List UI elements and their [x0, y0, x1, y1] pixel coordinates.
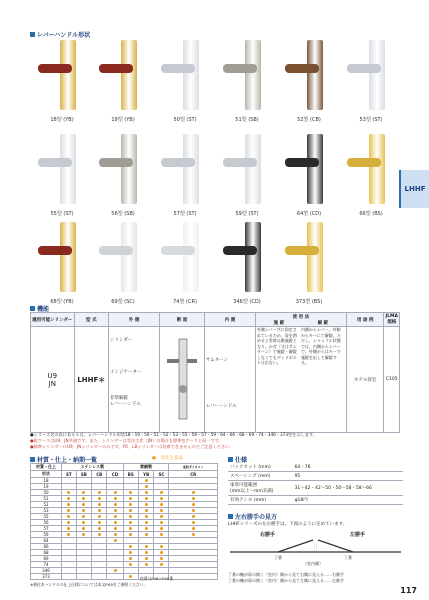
handle-lever [38, 158, 72, 167]
handle-lever [223, 64, 257, 73]
sub-unlock: 解 錠 [317, 320, 329, 326]
order-dot-icon [160, 509, 163, 512]
order-dot-icon [67, 509, 70, 512]
cylinder-cell: U9 JN [31, 327, 75, 433]
order-dot-icon [114, 521, 117, 524]
order-dot-icon [114, 491, 117, 494]
mat-shape: 56 [31, 520, 62, 526]
mat-shape: 373 [31, 574, 62, 580]
order-dot-icon [145, 515, 148, 518]
handle-lever [285, 246, 319, 255]
order-dot-icon [82, 527, 85, 530]
mat-shape: 53 [31, 508, 62, 514]
order-dot-icon [192, 515, 195, 518]
order-dot-icon [145, 503, 148, 506]
handle-item [279, 134, 339, 218]
col-jlma: JLMA規格 [385, 314, 398, 325]
function-section-title: 機能 [30, 304, 49, 313]
order-dot-icon [114, 503, 117, 506]
handle-lever [161, 64, 195, 73]
function-table [30, 312, 400, 433]
handle-item [341, 134, 401, 218]
order-dot-icon [160, 497, 163, 500]
hand-inside-label: （室内側） [303, 561, 323, 566]
mat-col-head: SC [154, 471, 169, 478]
outer-item: シリンダー [110, 338, 133, 343]
spec-value: 31〜42・42〜50・50〜58・58〜66 [293, 481, 403, 496]
order-dot-icon [145, 557, 148, 560]
order-dot-icon [67, 497, 70, 500]
handle-label: 74型 (CR) [173, 299, 197, 305]
handle-item [217, 134, 277, 218]
mat-cell [169, 574, 218, 580]
handle-plate [183, 134, 199, 204]
order-dot-icon [145, 497, 148, 500]
order-dot-icon [160, 491, 163, 494]
handle-label: 52型 (CB) [297, 117, 321, 123]
handle-label: 373型 (BS) [295, 299, 323, 305]
section-cell [160, 327, 205, 433]
spec-table [228, 463, 403, 505]
lock-desc: 外側レバー共に固定されているため、扉を閉めると常時自動施錠となり、かぎ（又はサムターン）で施錠・解錠しなくてもデッドボルトは出ない。 [256, 327, 297, 365]
order-dot-icon [67, 491, 70, 494]
order-dot-icon [192, 509, 195, 512]
spec-key: スペーシング (mm) [228, 472, 293, 481]
mat-head: 亜鉛ダイカスト [169, 464, 218, 471]
section-marker-icon [30, 457, 35, 462]
spec-value: 95 [293, 472, 403, 481]
order-dot-icon [82, 491, 85, 494]
handle-label: 56型 (SB) [111, 211, 135, 217]
mat-shape: 69 [31, 556, 62, 562]
mat-shape: 55 [31, 514, 62, 520]
col-section: 断 面 [160, 313, 205, 327]
handle-label: 57型 (ST) [173, 211, 197, 217]
mat-col-head: CD [107, 471, 123, 478]
note: ●標準シリンダーはU9、JNシリンダーのみです。FR、LBシリンダーは装着できませんのでご注意ください。 [30, 444, 234, 449]
handle-plate [60, 222, 76, 292]
order-dot-icon [145, 521, 148, 524]
outer-item: インジケーター [110, 370, 142, 375]
spec-key: 有効テンヨ (mm) [228, 496, 293, 505]
order-dot-icon [145, 563, 148, 566]
col-usage: 使 用 法 施 錠 解 錠 [255, 313, 346, 327]
mat-shape: 51 [31, 496, 62, 502]
page-number: 117 [400, 586, 417, 595]
handle-label: 346型 (CD) [233, 299, 261, 305]
mat-head: ステンレス製 [62, 464, 124, 471]
order-dot-icon [82, 533, 85, 536]
order-dot-icon [160, 521, 163, 524]
handle-label: 69型 (SC) [111, 299, 135, 305]
material-legend: ●：受注生産品 [152, 456, 183, 461]
handle-lever [285, 158, 319, 167]
order-dot-icon [129, 515, 132, 518]
sub-lock: 施 錠 [273, 320, 285, 326]
handle-plate [121, 40, 137, 110]
order-dot-icon [67, 533, 70, 536]
order-dot-icon [160, 557, 163, 560]
col-cylinder: 適用可能シリンダー [31, 313, 75, 327]
hand-door-label-right: 丁番 [274, 555, 282, 560]
order-dot-icon [114, 497, 117, 500]
order-dot-icon [145, 485, 148, 488]
mat-col-head: 形状 [31, 471, 62, 478]
order-dot-icon [129, 533, 132, 536]
handle-item [279, 40, 339, 124]
order-dot-icon [67, 515, 70, 518]
hand-door-label-left: 丁番 [344, 555, 352, 560]
order-dot-icon [145, 545, 148, 548]
handle-label: 51型 (SB) [235, 117, 259, 123]
handle-plate [121, 134, 137, 204]
section-marker-icon [228, 514, 233, 519]
handle-lever [347, 158, 381, 167]
spec-value: 64・76 [293, 463, 403, 472]
note: ●シリーズ名の次にある＊は、レバーハンドル形状18・19・50・51・52・53・55・56・57・59・64・66・68・69・74・346・373型を示します。 [30, 432, 317, 437]
order-dot-icon [82, 497, 85, 500]
order-dot-icon [82, 509, 85, 512]
inner-cell [204, 327, 255, 433]
order-dot-icon [192, 521, 195, 524]
order-dot-icon [129, 527, 132, 530]
order-dot-icon [129, 557, 132, 560]
col-outer: 外 側 [109, 313, 160, 327]
order-dot-icon [192, 491, 195, 494]
hand-section-title: 左右勝手の見方 [228, 512, 277, 521]
mat-shape: 59 [31, 532, 62, 538]
handle-lever [285, 64, 319, 73]
handle-label: 64型 (CD) [296, 211, 322, 217]
mat-shape: 19 [31, 484, 62, 490]
order-dot-icon [98, 503, 101, 506]
note: ●錠ケースはU9、JN共通です。また、シリンダーは受注生産（JN）の場合も標準色ケースと同一です。 [30, 438, 223, 443]
material-footnote2: ※強化木ハンドルの仕上仕様については本文P.65をご参照ください。 [30, 582, 148, 587]
section-marker-icon [30, 306, 35, 311]
handle-plate [307, 40, 323, 110]
usage-example-cell: ホテル客室 [346, 327, 384, 433]
order-dot-icon [114, 569, 117, 572]
hand-note: 丁番の軸が扉の開く（室内）側から見て右側に見える……右勝手 [228, 572, 344, 577]
inner-item: サムターン [205, 358, 229, 363]
hand-label-right: 右勝手 [260, 532, 276, 538]
outer-item: 非常解錠 レバーハンドル [110, 396, 142, 407]
mat-shape: 52 [31, 502, 62, 508]
spec-section-title: 仕様 [228, 455, 247, 464]
material-footnote1: 色番はF46〜F59番 [140, 576, 174, 581]
order-dot-icon [98, 497, 101, 500]
mat-cell [123, 574, 138, 580]
handle-lever [38, 64, 72, 73]
handle-label: 68型 (YB) [50, 299, 74, 305]
order-dot-icon [145, 551, 148, 554]
handle-label: 53型 (ST) [359, 117, 383, 123]
lock-section-diagram [161, 329, 201, 429]
hand-note: 丁番の軸が扉の開く（室内）側から見て左側に見える……左勝手 [228, 577, 344, 583]
mat-cell [62, 574, 77, 580]
mat-head: 材質・仕上 [31, 464, 62, 471]
model-cell: LHHF＊ [74, 327, 109, 433]
handle-item [217, 222, 277, 306]
section-marker-icon [30, 32, 35, 37]
handle-label: 55型 (ST) [50, 211, 74, 217]
order-dot-icon [129, 551, 132, 554]
handle-label: 59型 (ST) [235, 211, 259, 217]
handle-item [155, 134, 215, 218]
handle-plate [245, 222, 261, 292]
mat-col-head: CB [92, 471, 107, 478]
outer-cell [109, 327, 160, 433]
handle-lever [99, 246, 133, 255]
order-dot-icon [192, 527, 195, 530]
order-dot-icon [160, 563, 163, 566]
order-dot-icon [160, 533, 163, 536]
handle-label: 19型 (YB) [111, 117, 135, 123]
order-dot-icon [114, 539, 117, 542]
order-dot-icon [129, 509, 132, 512]
handle-lever [161, 158, 195, 167]
handle-plate [245, 134, 261, 204]
mat-col-head: CR [169, 471, 218, 478]
mat-head: 黄銅製 [123, 464, 169, 471]
order-dot-icon [145, 533, 148, 536]
order-dot-icon [82, 503, 85, 506]
col-usage-example: 用 途 例 [346, 313, 384, 327]
mat-shape: 74 [31, 562, 62, 568]
mat-cell [107, 574, 123, 580]
handle-label: 18型 (YB) [50, 117, 74, 123]
order-dot-icon [98, 509, 101, 512]
order-dot-icon [98, 527, 101, 530]
notes [30, 432, 400, 450]
handle-lever [223, 158, 257, 167]
material-table [30, 463, 218, 580]
handle-label: 50型 (ST) [173, 117, 197, 123]
order-dot-icon [145, 509, 148, 512]
handle-plate [121, 222, 137, 292]
mat-cell [92, 574, 107, 580]
order-dot-icon [129, 497, 132, 500]
unlock-desc: 内側からレバー、外側からキーにて解錠。ただし、シャッフル状態では、内側からレバーで、外側からはキーで施錠を出して解錠する。 [300, 327, 341, 365]
order-dot-icon [82, 515, 85, 518]
handle-plate [307, 222, 323, 292]
handle-plate [307, 134, 323, 204]
spec-key: 扉厚可能範囲 (mm以上〜mm未満) [228, 481, 293, 496]
handle-plate [60, 40, 76, 110]
handle-plate [183, 222, 199, 292]
order-dot-icon [145, 527, 148, 530]
mat-col-head: YB [138, 471, 153, 478]
order-dot-icon [160, 503, 163, 506]
mat-col-head: BS [123, 471, 138, 478]
order-dot-icon [98, 521, 101, 524]
order-dot-icon [145, 479, 148, 482]
handle-item [93, 40, 153, 124]
handle-item [93, 222, 153, 306]
mat-shape: 57 [31, 526, 62, 532]
handle-item [32, 222, 92, 306]
order-dot-icon [129, 575, 132, 578]
handle-item [93, 134, 153, 218]
mat-shape: 66 [31, 544, 62, 550]
spec-key: バックセット (mm) [228, 463, 293, 472]
order-dot-icon [160, 515, 163, 518]
handle-lever [223, 246, 257, 255]
handle-lever [99, 158, 133, 167]
mat-shape: 68 [31, 550, 62, 556]
handle-lever [38, 246, 72, 255]
handle-item [32, 134, 92, 218]
handle-lever [161, 246, 195, 255]
handle-plate [245, 40, 261, 110]
handle-item [341, 40, 401, 124]
handle-item [155, 40, 215, 124]
order-dot-icon [114, 533, 117, 536]
mat-shape: 64 [31, 538, 62, 544]
order-dot-icon [98, 533, 101, 536]
order-dot-icon [160, 545, 163, 548]
order-dot-icon [192, 503, 195, 506]
handle-item [32, 40, 92, 124]
material-section-title: 材質・仕上・納期一覧 [30, 455, 97, 464]
order-dot-icon [192, 533, 195, 536]
mat-col-head: SB [76, 471, 91, 478]
mat-shape: 18 [31, 478, 62, 484]
mat-row [31, 574, 218, 580]
mat-cell [76, 574, 91, 580]
order-dot-icon [129, 563, 132, 566]
hand-label-left: 左勝手 [350, 532, 366, 538]
hand-notes [228, 572, 344, 583]
order-dot-icon [114, 509, 117, 512]
handle-item [155, 222, 215, 306]
handle-lever [347, 64, 381, 73]
spec-value: φ18内 [293, 496, 403, 505]
handle-plate [60, 134, 76, 204]
inner-item: レバーハンドル [205, 404, 237, 409]
order-dot-icon [145, 491, 148, 494]
order-dot-icon [129, 503, 132, 506]
order-dot-icon [160, 527, 163, 530]
handle-label: 66型 (BS) [359, 211, 383, 217]
order-dot-icon [114, 515, 117, 518]
jlma-cell: C105 [384, 327, 400, 433]
mat-shape: 50 [31, 490, 62, 496]
hand-desc: LHHFシリーズの左右勝手は、下図のように定めています。 [228, 522, 348, 527]
lever-section-title: レバーハンドル形状 [30, 30, 90, 39]
order-dot-icon [67, 521, 70, 524]
order-dot-icon [129, 521, 132, 524]
order-dot-icon [67, 503, 70, 506]
handle-item [217, 40, 277, 124]
col-inner: 内 側 [204, 313, 255, 327]
order-dot-icon [160, 551, 163, 554]
order-dot-icon [98, 491, 101, 494]
order-dot-icon [129, 491, 132, 494]
order-dot-icon [82, 521, 85, 524]
order-dot-icon [114, 527, 117, 530]
mat-col-head: ST [62, 471, 77, 478]
order-dot-icon [129, 545, 132, 548]
order-dot-icon [192, 497, 195, 500]
handle-item [279, 222, 339, 306]
side-tab: LHHF [399, 170, 429, 208]
order-dot-icon [98, 515, 101, 518]
usage-cell [255, 327, 346, 433]
section-marker-icon [228, 457, 233, 462]
handle-plate [369, 40, 385, 110]
handle-lever [99, 64, 133, 73]
handle-plate [183, 40, 199, 110]
order-dot-icon [67, 527, 70, 530]
col-model: 型 式 [74, 313, 109, 327]
handle-plate [369, 134, 385, 204]
mat-shape: 346 [31, 568, 62, 574]
